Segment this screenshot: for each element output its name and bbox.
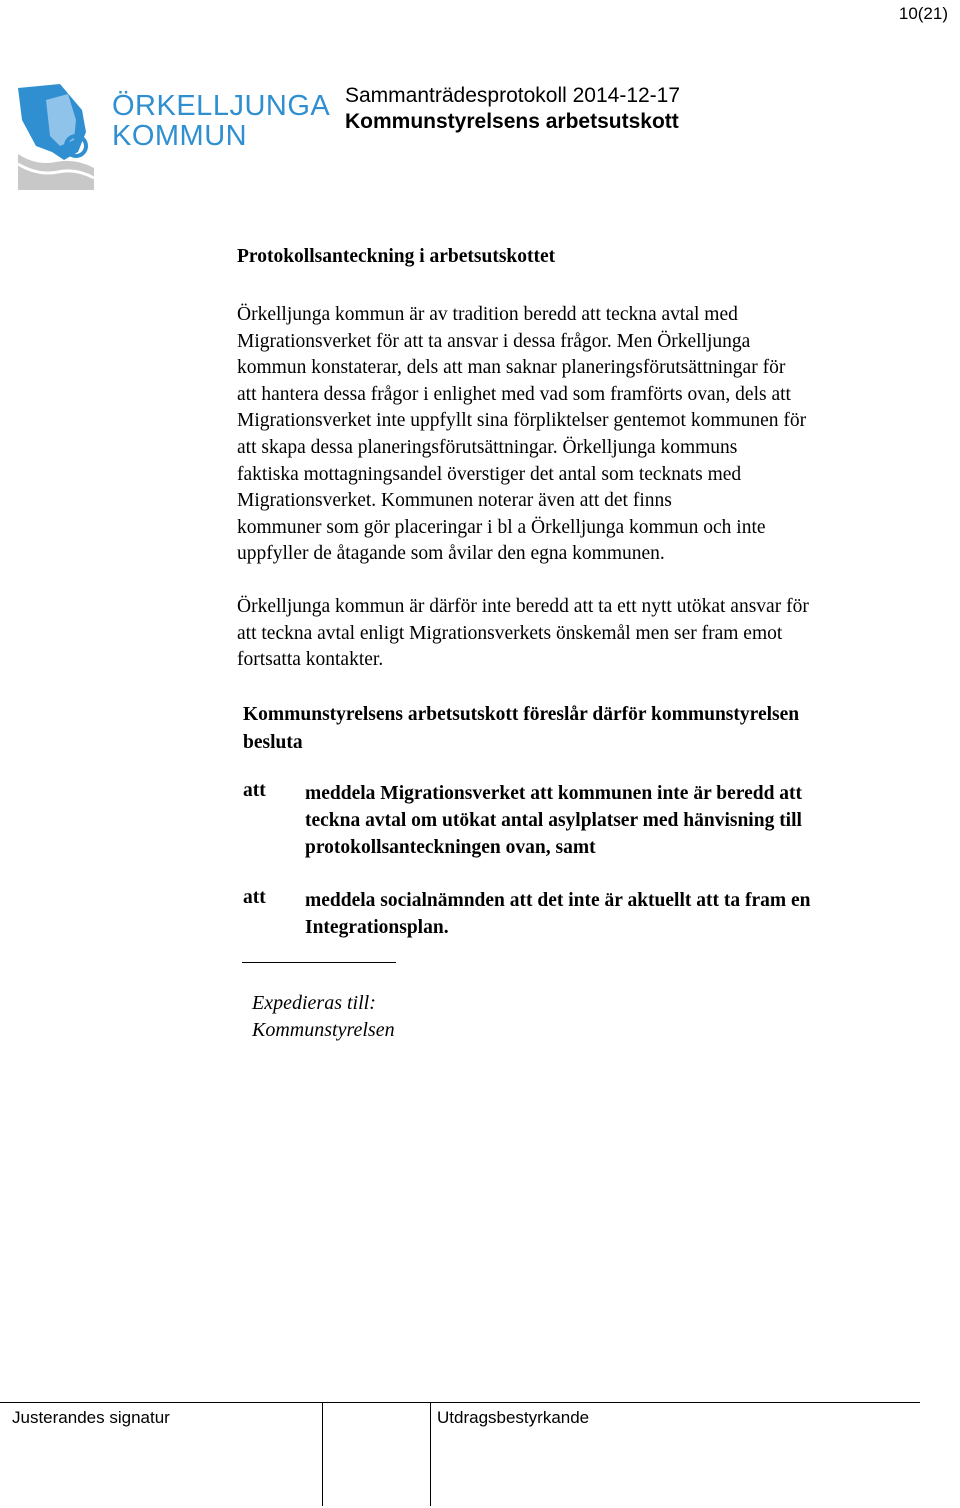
distribution-label: Expedieras till:	[252, 992, 376, 1014]
paragraph-line: att hantera dessa frågor i enlighet med vad som framförts ovan, dels att	[237, 383, 791, 405]
proposal-line: besluta	[243, 732, 303, 753]
distribution-recipient: Kommunstyrelsen	[252, 1019, 395, 1041]
divider	[242, 962, 396, 963]
logo-text-line2: KOMMUN	[112, 120, 248, 152]
paragraph-line: kommun konstaterar, dels att man saknar planeringsförutsättningar för	[237, 357, 786, 379]
footer-column-separator	[430, 1402, 431, 1506]
paragraph-line: kommuner som gör placeringar i bl a Örkelljunga kommun och inte	[237, 516, 766, 538]
document-title: Sammanträdesprotokoll 2014-12-17	[345, 84, 681, 107]
proposal-line: Kommunstyrelsens arbetsutskott föreslår därför kommunstyrelsen	[243, 704, 800, 725]
decision-line: meddela Migrationsverket att kommunen inte är beredd att	[305, 783, 803, 804]
footer-divider	[0, 1402, 920, 1403]
paragraph-line: Migrationsverket för att ta ansvar i dessa frågor. Men Örkelljunga	[237, 330, 751, 352]
proposal-heading	[243, 701, 799, 757]
page-number: 10(21)	[898, 4, 948, 23]
decision-line: Integrationsplan.	[305, 917, 449, 938]
section-heading: Protokollsanteckning i arbetsutskottet	[237, 246, 556, 267]
signature-field-label: Justerandes signatur	[12, 1408, 170, 1427]
document-subtitle: Kommunstyrelsens arbetsutskott	[345, 110, 679, 133]
footer-column-separator	[322, 1402, 323, 1506]
paragraph-2	[237, 594, 927, 674]
paragraph-line: Örkelljunga kommun är därför inte beredd att ta ett nytt utökat ansvar för	[237, 596, 809, 617]
decision-line: meddela socialnämnden att det inte är aktuellt att ta fram en	[305, 890, 811, 911]
certification-field-label: Utdragsbestyrkande	[437, 1408, 590, 1427]
paragraph-1	[237, 302, 927, 568]
paragraph-line: Migrationsverket inte uppfyllt sina förpliktelser gentemot kommunen för	[237, 410, 807, 432]
paragraph-line: uppfyller de åtagande som åvilar den egna kommunen.	[237, 543, 665, 565]
decision-line: protokollsanteckningen ovan, samt	[305, 837, 596, 858]
paragraph-line: fortsatta kontakter.	[237, 649, 384, 671]
decision-item-text	[305, 780, 802, 861]
municipality-logo-icon	[16, 80, 96, 190]
paragraph-line: att teckna avtal enligt Migrationsverkets önskemål men ser fram emot	[237, 622, 783, 644]
paragraph-line: Örkelljunga kommun är av tradition beredd att teckna avtal med	[237, 304, 738, 325]
paragraph-line: att skapa dessa planeringsförutsättningar. Örkelljunga kommuns	[237, 436, 738, 458]
decision-item-text	[305, 887, 811, 941]
decision-line: teckna avtal om utökat antal asylplatser med hänvisning till	[305, 810, 802, 831]
paragraph-line: Migrationsverket. Kommunen noterar även att det finns	[237, 490, 672, 512]
paragraph-line: faktiska mottagningsandel överstiger det antal som tecknats med	[237, 463, 742, 485]
decision-item-label: att	[243, 887, 266, 908]
decision-item-label: att	[243, 780, 266, 801]
logo-text-line1: ÖRKELLJUNGA	[112, 90, 331, 122]
